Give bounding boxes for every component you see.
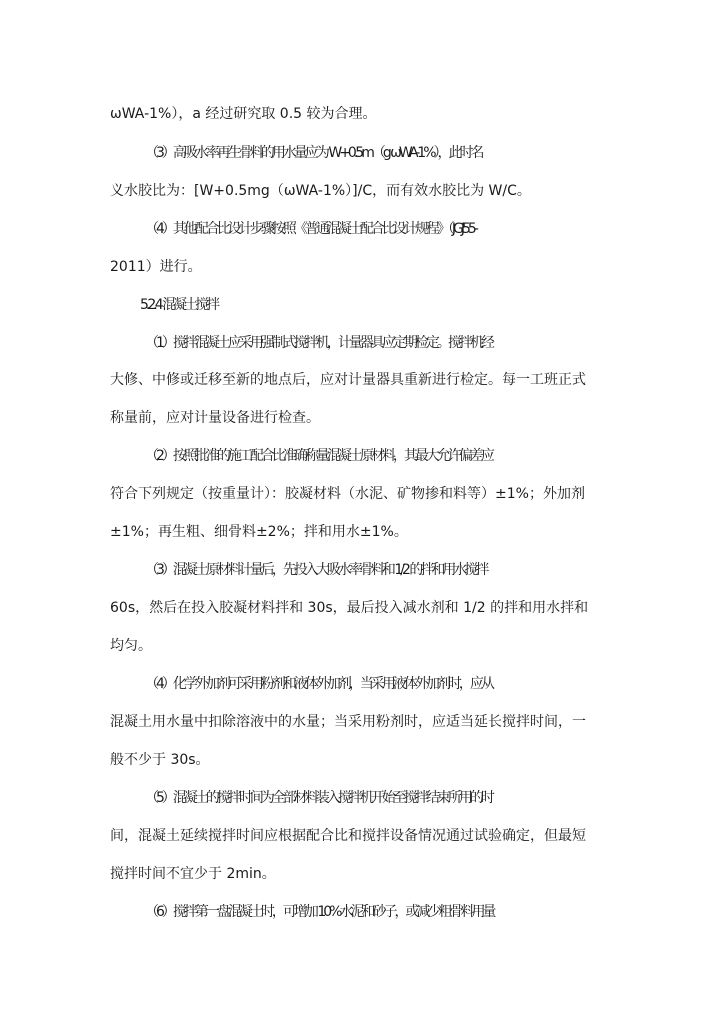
text-line: （4）化学外加剂可采用粉剂和液体外加剂，当采用液体外加剂时，应从 [145, 676, 492, 692]
text-line: 60s，然后在投入胶凝材料拌和 30s，最后投入减水剂和 1/2 的拌和用水拌和 [110, 600, 589, 616]
text-line: 称量前，应对计量设备进行检查。 [110, 410, 320, 426]
text-line: （3）混凝土原材料计量后，先投入大吸水率骨料和 1/2 的拌和用水搅拌 [145, 562, 487, 578]
text-line: （4）其他配合比设计步骤按照《普通混凝土配合比设计规程》（JGJ55- [145, 221, 476, 237]
text-line: ωWA-1%），a 经过研究取 0.5 较为合理。 [110, 106, 377, 122]
text-line: 义水胶比为：[W+0.5mg（ωWA-1%）]/C，而有效水胶比为 W/C。 [110, 183, 531, 199]
text-line: 间，混凝土延续搅拌时间应根据配合比和搅拌设备情况通过试验确定，但最短 [110, 828, 586, 844]
text-line: （1）搅拌混凝土应采用强制式搅拌机，计量器具应定期检定。搅拌机经 [145, 335, 492, 351]
text-line: （3）高吸水率再生骨料的用水量应为 W+0.5m（g ωWA-1%），此时名 [145, 145, 482, 161]
text-line: ±1%；再生粗、细骨料±2%；拌和用水±1%。 [110, 524, 408, 540]
text-line: 搅拌时间不宜少于 2min。 [110, 866, 276, 882]
text-line: 混凝土用水量中扣除溶液中的水量；当采用粉剂时，应适当延长搅拌时间，一 [110, 714, 586, 730]
section-heading: 5.2.4 混凝土搅拌 [140, 297, 218, 313]
text-line: （6）搅拌第一盘混凝土时，可增加 10%水泥和砂子，或减少粗骨料用量 [145, 904, 494, 920]
text-line: 均匀。 [110, 638, 152, 654]
text-line: 大修、中修或迁移至新的地点后，应对计量器具重新进行检定。每一工班正式 [110, 372, 586, 388]
text-line: （5）混凝土的搅拌时间为全部材料装入搅拌机开始至搅拌结束所用的时 [145, 790, 492, 806]
text-line: 般不少于 30s。 [110, 752, 210, 768]
text-line: （2）按照批准的施工配合比准确称量混凝土原材料，其最大允许偏差应 [145, 448, 492, 464]
text-line: 2011）进行。 [110, 259, 202, 275]
text-line: 符合下列规定（按重量计）：胶凝材料（水泥、矿物掺和料等）±1%；外加剂 [110, 486, 585, 502]
